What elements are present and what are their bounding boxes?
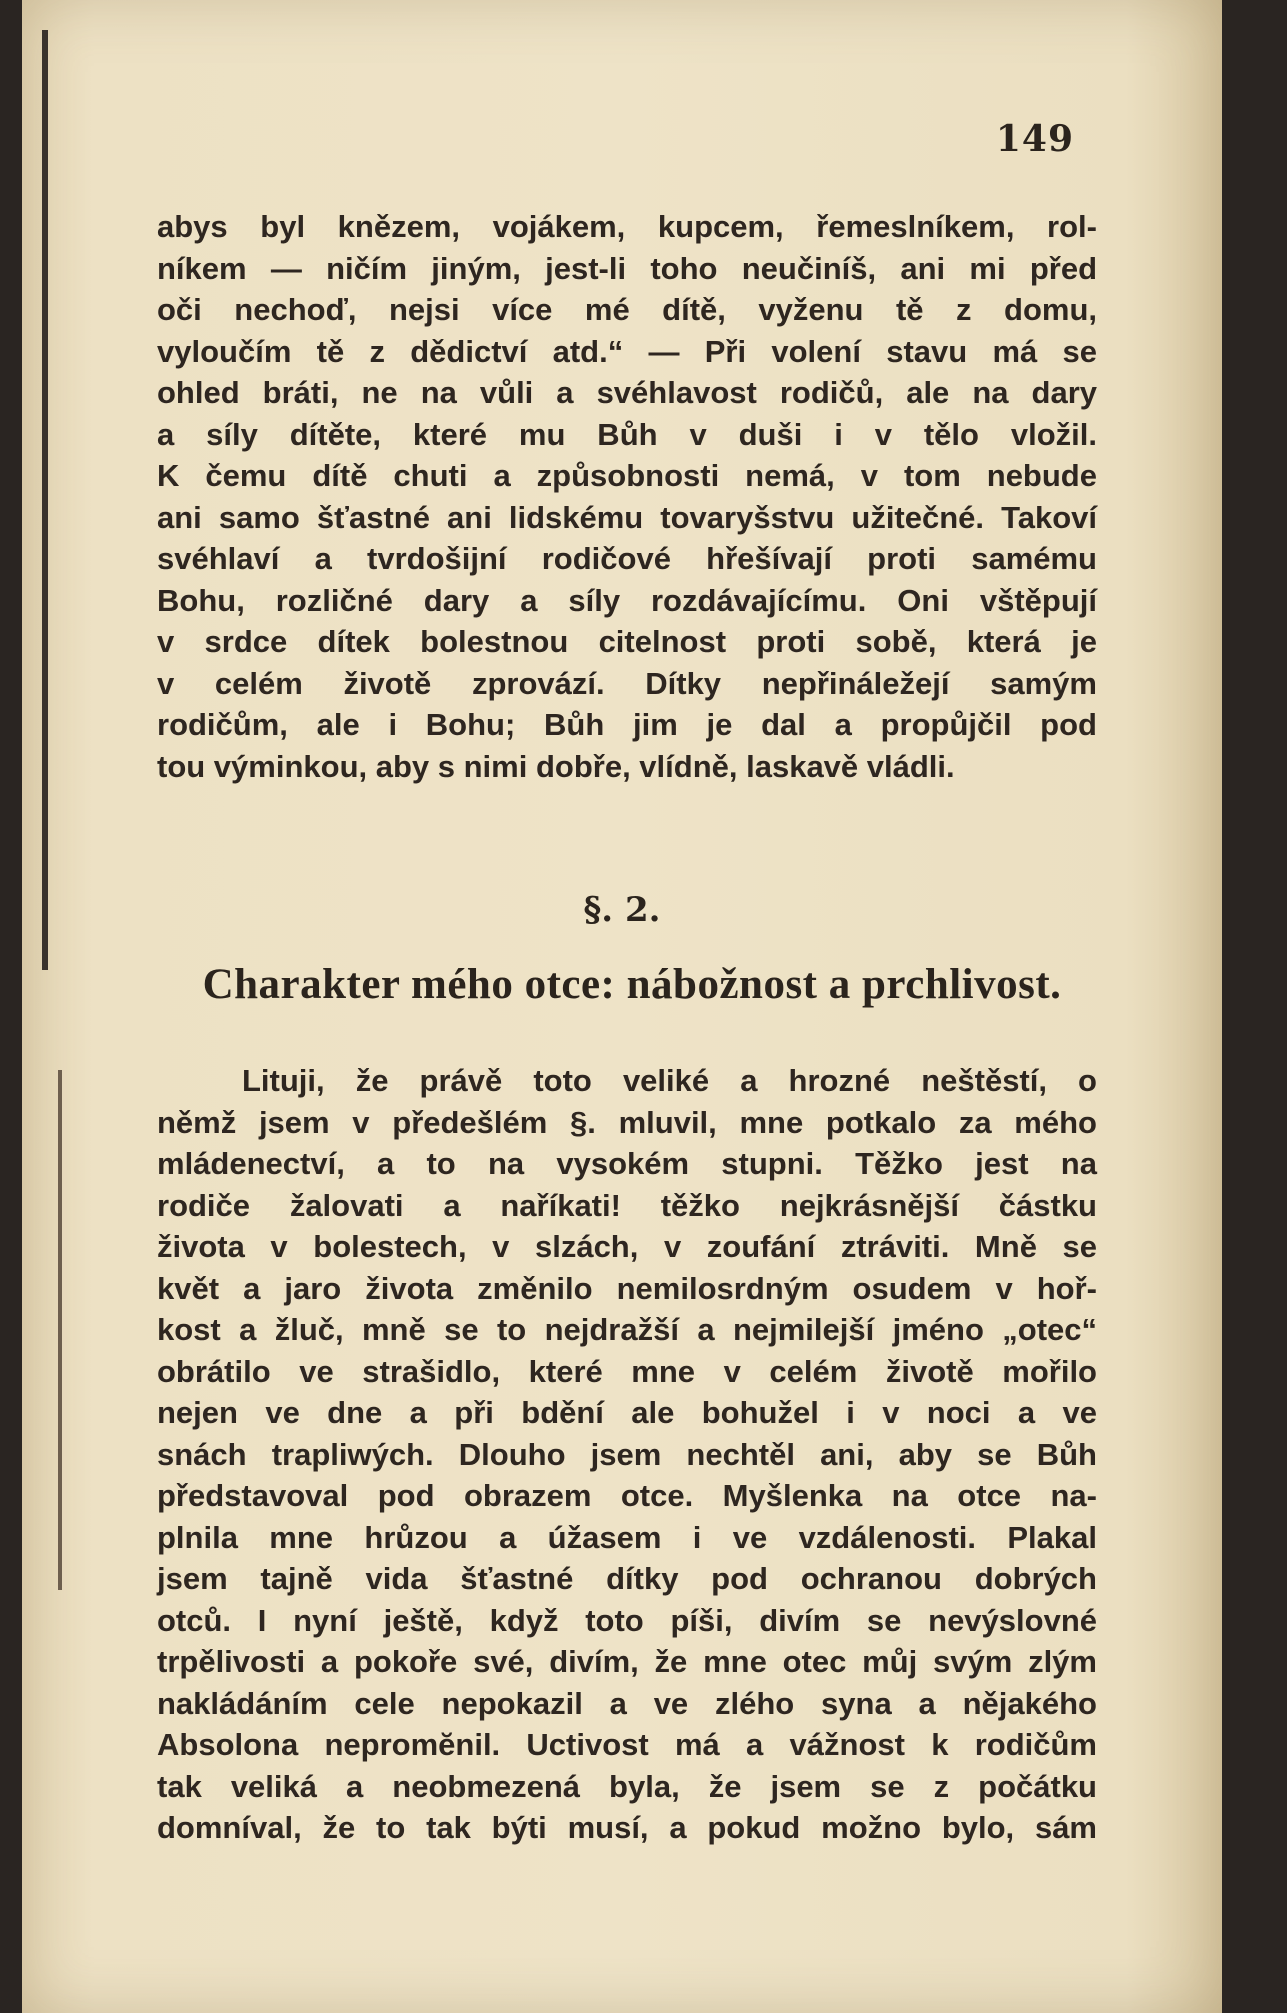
text-line: oči nechoď, nejsi více mé dítě, vyženu tě z domu, xyxy=(157,292,1097,327)
page-number: 149 xyxy=(995,118,1074,160)
section-heading: Charakter mého otce: nábožnost a prchlivost. xyxy=(202,961,1062,1008)
text-line: jsem tajně vida šťastné dítky pod ochranou dobrých xyxy=(157,1561,1097,1596)
text-line: snách trapliwých. Dlouho jsem nechtěl ani, aby se Bůh xyxy=(157,1436,1097,1472)
paragraph-continued xyxy=(157,206,1097,787)
text-line: Absolona nepromĕnil. Uctivost má a vážnost k rodičům xyxy=(157,1727,1097,1762)
text-line: rodičům, ale i Bohu; Bůh jim je dal a propůjčil pod xyxy=(157,707,1097,742)
text-line: domníval, že to tak býti musí, a pokud možno bylo, sám xyxy=(157,1810,1097,1845)
text-line: a síly dítěte, které mu Bůh v duši i v tělo vložil. xyxy=(157,416,1097,452)
text-line: plnila mne hrůzou a úžasem i ve vzdálenosti. Plakal xyxy=(157,1519,1097,1555)
text-line: níkem — ničím jiným, jest-li toho neučiníš, ani mi před xyxy=(157,250,1097,286)
text-line: abys byl knězem, vojákem, kupcem, řemeslníkem, rol- xyxy=(157,209,1097,244)
binding-edge xyxy=(42,30,48,970)
text-line: v srdce dítek bolestnou citelnost proti sobě, která je xyxy=(157,624,1097,659)
text-line: obrátilo ve strašidlo, které mne v celém životě mořilo xyxy=(157,1353,1097,1389)
text-line: představoval pod obrazem otce. Myšlenka na otce na- xyxy=(157,1478,1097,1513)
text-line: otců. I nyní ještě, když toto píši, divím se nevýslovné xyxy=(157,1602,1097,1638)
text-line: vyloučím tě z dědictví atd.“ — Při volení stavu má se xyxy=(157,333,1097,369)
paragraph-section-2 xyxy=(157,1060,1097,1849)
text-line: nejen ve dne a při bdění ale bohužel i v noci a ve xyxy=(157,1395,1097,1430)
text-line: kost a žluč, mně se to nejdražší a nejmilejší jméno „otec“ xyxy=(157,1312,1097,1347)
binding-edge-lower xyxy=(58,1070,62,1590)
text-line: nakládáním cele nepokazil a ve zlého syna a nějakého xyxy=(157,1685,1097,1721)
text-line: ani samo šťastné ani lidskému tovaryšstvu užitečné. Takoví xyxy=(157,499,1097,535)
text-line: květ a jaro života změnilo nemilosrdným osudem v hoř- xyxy=(157,1270,1097,1306)
text-line: mládenectví, a to na vysokém stupni. Těžko jest na xyxy=(157,1146,1097,1181)
text-line: života v bolestech, v slzách, v zoufání ztráviti. Mně se xyxy=(157,1229,1097,1264)
text-line: Bohu, rozličné dary a síly rozdávajícímu. Oni vštěpují xyxy=(157,582,1097,618)
text-line: rodiče žalovati a naříkati! těžko nejkrásnější částku xyxy=(157,1187,1097,1223)
text-line: trpělivosti a pokoře své, divím, že mne otec můj svým zlým xyxy=(157,1644,1097,1679)
text-line-indented: Lituji, že právě toto veliké a hrozné neštěstí, o xyxy=(242,1063,1097,1098)
text-line: tak veliká a neobmezená byla, že jsem se z počátku xyxy=(157,1768,1097,1804)
book-page xyxy=(22,0,1222,2013)
text-line: tou výminkou, aby s nimi dobře, vlídně, laskavě vládli. xyxy=(157,748,955,784)
text-line: K čemu dítě chuti a způsobnosti nemá, v tom nebude xyxy=(157,458,1097,493)
section-number: §. 2. xyxy=(583,890,661,930)
text-line: ohled bráti, ne na vůli a svéhlavost rodičů, ale na dary xyxy=(157,375,1097,410)
text-line: v celém životě zprovází. Dítky nepřináležejí samým xyxy=(157,665,1097,701)
text-line: svéhlaví a tvrdošijní rodičové hřešívají proti samému xyxy=(157,541,1097,576)
text-line: němž jsem v předešlém §. mluvil, mne potkalo za mého xyxy=(157,1104,1097,1140)
